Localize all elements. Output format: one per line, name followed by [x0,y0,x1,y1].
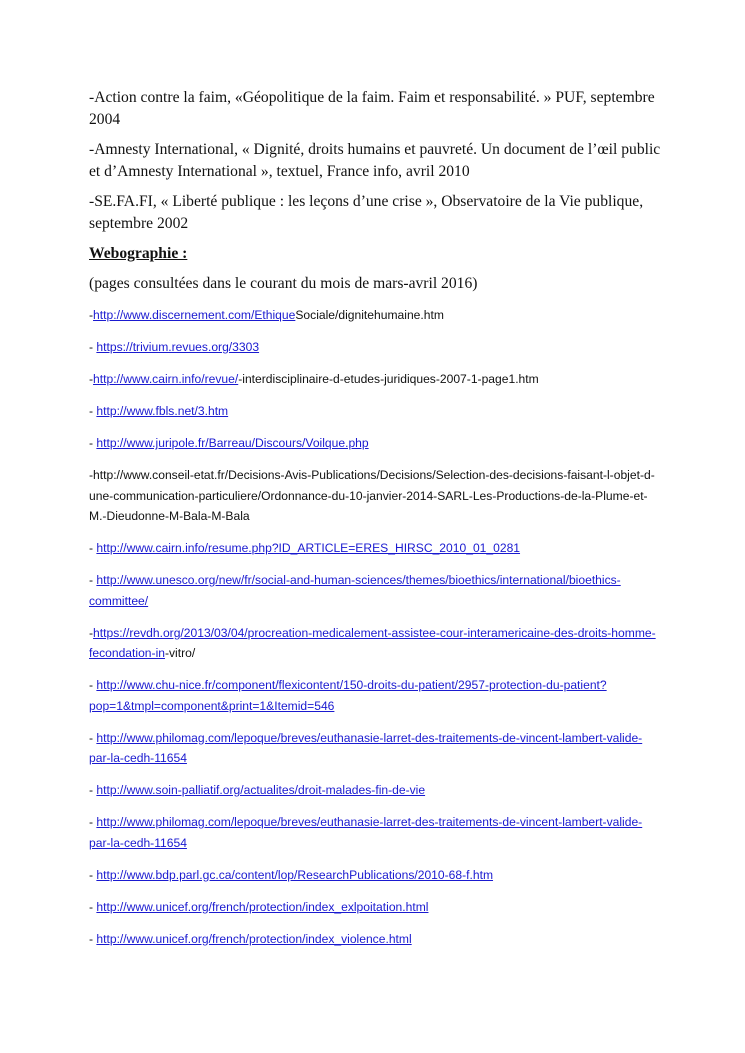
web-link[interactable]: http://www.fbls.net/3.htm [96,404,229,418]
reference-item: -SE.FA.FI, « Liberté publique : les leçons d’une crise », Observatoire de la Vie publique, septembre 2002 [89,193,644,232]
web-entry-prefix: - [89,372,94,386]
web-entry [89,305,661,326]
web-entry-prefix: - [89,783,97,797]
web-entry [89,570,661,611]
web-entry [89,369,661,390]
web-entry [89,897,661,918]
web-entry-prefix: - [89,541,97,555]
web-entry-prefix: - [89,436,97,450]
web-entry-prefix: - [89,678,97,692]
page-content [89,87,661,961]
web-entry [89,337,661,358]
web-entry [89,728,661,769]
web-link[interactable]: http://www.cairn.info/revue/ [93,372,239,386]
web-entry-prefix: - [89,625,94,640]
web-entry-prefix: - [89,340,97,354]
web-link[interactable]: http://www.unicef.org/french/protection/index_violence.html [96,931,412,946]
web-link[interactable]: http://www.discernement.com/Ethique [93,308,296,322]
web-link[interactable]: http://www.unicef.org/french/protection/index_exlpoitation.html [96,899,429,914]
webographie-note: (pages consultées dans le courant du mois de mars-avril 2016) [89,275,478,292]
web-link[interactable]: http://www.philomag.com/lepoque/breves/euthanasie-larret-des-traitements-de-vincent-lambert-valide-par-la-cedh-11654 [89,730,643,765]
web-entry-prefix: - [89,867,97,882]
web-entry [89,929,661,950]
web-entry [89,812,661,853]
web-entry-suffix: -interdisciplinaire-d-etudes-juridiques-2007-1-page1.htm [238,372,539,386]
web-entry [89,433,661,454]
web-link[interactable]: http://www.unesco.org/new/fr/social-and-human-sciences/themes/bioethics/international/bioethics-committee/ [89,573,621,608]
webographie-heading: Webographie : [89,245,188,262]
web-entry-suffix: -vitro/ [164,646,196,660]
web-entry-prefix: - [89,815,97,829]
web-entry [89,623,661,664]
web-link[interactable]: http://www.philomag.com/lepoque/breves/euthanasie-larret-des-traitements-de-vincent-lambert-valide-par-la-cedh-11654 [89,815,643,850]
web-entry-suffix: Sociale/dignitehumaine.htm [295,308,444,322]
web-link[interactable]: https://trivium.revues.org/3303 [96,340,260,354]
web-entry [89,780,661,801]
web-entry-prefix: - [89,931,97,946]
web-link[interactable]: http://www.juripole.fr/Barreau/Discours/Voilque.php [96,436,369,450]
web-entry [89,865,661,886]
web-entry-prefix: - [89,404,97,418]
web-entry-prefix: - [89,308,94,322]
web-entry-plain [89,465,661,527]
web-link[interactable]: http://www.cairn.info/resume.php?ID_ARTICLE=ERES_HIRSC_2010_01_0281 [96,541,521,555]
web-entry [89,675,661,716]
web-entry [89,538,661,559]
web-entry [89,401,661,422]
web-link[interactable]: http://www.soin-palliatif.org/actualites/droit-malades-fin-de-vie [96,783,426,797]
web-link[interactable]: http://www.bdp.parl.gc.ca/content/lop/ResearchPublications/2010-68-f.htm [96,867,494,882]
reference-item: -Action contre la faim, «Géopolitique de la faim. Faim et responsabilité. » PUF, septembre 2004 [89,89,655,128]
web-entry-prefix: - [89,573,97,587]
web-link[interactable]: https://revdh.org/2013/03/04/procreation-medicalement-assistee-cour-interamericaine-des-droits-homme-fecondation-in [89,625,656,660]
web-entry-prefix: - [89,730,97,745]
web-entry-prefix: - [89,899,97,914]
reference-item: -Amnesty International, « Dignité, droits humains et pauvreté. Un document de l’œil public et d’Amnesty International », textuel, France info, avril 2010 [89,141,661,180]
web-entry-text: -http://www.conseil-etat.fr/Decisions-Avis-Publications/Decisions/Selection-des-decisions-faisant-l-objet-d-une-communication-particuliere/Ordonnance-du-10-janvier-2014-SARL-Les-Productions-de-la-Plume-et-M.-Dieudonne-M-Bala-M-Bala [89,468,655,523]
web-link[interactable]: http://www.chu-nice.fr/component/flexicontent/150-droits-du-patient/2957-protection-du-patient?pop=1&tmpl=component&print=1&Itemid=546 [89,678,607,713]
